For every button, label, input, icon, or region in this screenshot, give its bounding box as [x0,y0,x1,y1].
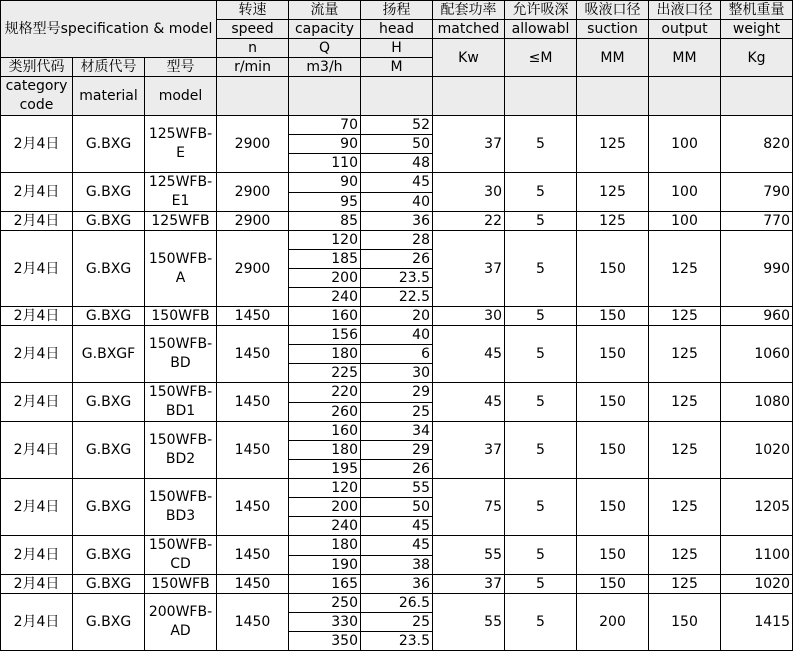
capacity-cn-header: 流量 [289,1,361,20]
head-cell: 28 [361,231,433,250]
weight-cell: 770 [721,212,793,231]
power-unit: Kw [433,39,505,77]
speed-unit-n: n [217,39,289,58]
power-cell: 37 [433,422,505,479]
suction-depth-cell: 5 [505,479,577,536]
head-cell: 26 [361,250,433,269]
capacity-cell: 70 [289,116,361,135]
head-cell: 50 [361,135,433,154]
material-cell: G.BXG [73,575,145,594]
material-cell: G.BXGF [73,326,145,383]
weight-cell: 1020 [721,575,793,594]
head-en-header: head [361,20,433,39]
table-row [1,575,793,594]
speed-cell: 2900 [217,173,289,212]
head-cell: 23.5 [361,269,433,288]
suction-depth-cell: 5 [505,212,577,231]
table-row [1,594,793,613]
head-cell: 26.5 [361,594,433,613]
head-cell: 55 [361,479,433,498]
head-cell: 26 [361,460,433,479]
header-blank-cell [649,77,721,116]
model-cell: 150WFB [145,307,217,326]
head-cell: 45 [361,173,433,193]
output-cell: 100 [649,116,721,173]
speed-cell: 1450 [217,422,289,479]
header-blank-cell [721,77,793,116]
material-cell: G.BXG [73,307,145,326]
material-cell: G.BXG [73,422,145,479]
material-cell: G.BXG [73,383,145,422]
table-row [1,231,793,250]
weight-cn-header: 整机重量 [721,1,793,20]
header-blank-cell [361,77,433,116]
speed-cell: 1450 [217,326,289,383]
model-cell: 200WFB-AD [145,594,217,651]
capacity-cell: 165 [289,575,361,594]
suction-depth-cell: 5 [505,575,577,594]
output-cell: 125 [649,479,721,536]
output-cell: 100 [649,212,721,231]
power-cell: 37 [433,116,505,173]
category-cell: 2月4日 [1,173,73,212]
capacity-cell: 110 [289,154,361,173]
allowable-unit: ≤M [505,39,577,77]
category-cell: 2月4日 [1,307,73,326]
allowable-cn-header: 允许吸深 [505,1,577,20]
capacity-cell: 220 [289,383,361,403]
capacity-cell: 225 [289,364,361,383]
capacity-cell: 160 [289,307,361,326]
head-cell: 45 [361,517,433,536]
table-row [1,383,793,403]
suction-depth-cell: 5 [505,307,577,326]
material-cell: G.BXG [73,479,145,536]
category-cell: 2月4日 [1,536,73,575]
category-cell: 2月4日 [1,422,73,479]
output-cell: 125 [649,307,721,326]
suction-cell: 125 [577,116,649,173]
capacity-cell: 350 [289,632,361,651]
head-cell: 25 [361,613,433,632]
suction-cell: 150 [577,536,649,575]
capacity-cell: 160 [289,422,361,441]
suction-cell: 150 [577,231,649,307]
weight-cell: 1100 [721,536,793,575]
suction-cn-header: 吸液口径 [577,1,649,20]
model-cell: 150WFB-BD2 [145,422,217,479]
output-en-header: output [649,20,721,39]
power-cell: 37 [433,231,505,307]
suction-depth-cell: 5 [505,326,577,383]
model-cn-header: 型号 [145,58,217,77]
capacity-cell: 260 [289,402,361,422]
suction-depth-cell: 5 [505,231,577,307]
model-cell: 150WFB-BD [145,326,217,383]
power-en-header: matched [433,20,505,39]
category-cell: 2月4日 [1,383,73,422]
head-cell: 6 [361,345,433,364]
category-cell: 2月4日 [1,594,73,651]
speed-cell: 2900 [217,116,289,173]
capacity-cell: 85 [289,212,361,231]
suction-cell: 150 [577,307,649,326]
weight-cell: 1205 [721,479,793,536]
head-cell: 52 [361,116,433,135]
weight-cell: 790 [721,173,793,212]
material-cell: G.BXG [73,173,145,212]
capacity-unit2: m3/h [289,58,361,77]
model-cell: 125WFB [145,212,217,231]
capacity-cell: 185 [289,250,361,269]
suction-depth-cell: 5 [505,594,577,651]
weight-cell: 960 [721,307,793,326]
speed-cell: 1450 [217,536,289,575]
capacity-cell: 95 [289,192,361,212]
category-cell: 2月4日 [1,326,73,383]
model-cell: 150WFB-BD1 [145,383,217,422]
table-row [1,116,793,135]
output-cell: 125 [649,422,721,479]
output-cn-header: 出液口径 [649,1,721,20]
suction-depth-cell: 5 [505,536,577,575]
model-cell: 125WFB-E [145,116,217,173]
category-cell: 2月4日 [1,231,73,307]
power-cn-header: 配套功率 [433,1,505,20]
speed-cell: 1450 [217,307,289,326]
capacity-cell: 180 [289,345,361,364]
table-row [1,422,793,441]
head-cell: 36 [361,212,433,231]
material-cell: G.BXG [73,231,145,307]
suction-cell: 150 [577,422,649,479]
power-cell: 45 [433,326,505,383]
weight-cell: 1060 [721,326,793,383]
material-en-header: material [73,77,145,116]
table-row [1,212,793,231]
speed-cn-header: 转速 [217,1,289,20]
weight-en-header: weight [721,20,793,39]
head-cn-header: 扬程 [361,1,433,20]
suction-cell: 150 [577,326,649,383]
weight-unit: Kg [721,39,793,77]
suction-depth-cell: 5 [505,422,577,479]
power-cell: 30 [433,307,505,326]
material-cell: G.BXG [73,536,145,575]
suction-cell: 150 [577,575,649,594]
capacity-unit-q: Q [289,39,361,58]
header-blank-cell [505,77,577,116]
head-cell: 22.5 [361,288,433,307]
weight-cell: 1415 [721,594,793,651]
output-cell: 100 [649,173,721,212]
capacity-cell: 200 [289,498,361,517]
suction-unit: MM [577,39,649,77]
allowable-en-header: allowabl [505,20,577,39]
head-cell: 30 [361,364,433,383]
head-cell: 29 [361,383,433,403]
capacity-cell: 156 [289,326,361,345]
weight-cell: 820 [721,116,793,173]
power-cell: 22 [433,212,505,231]
head-cell: 20 [361,307,433,326]
weight-cell: 1020 [721,422,793,479]
power-cell: 55 [433,594,505,651]
category-cell: 2月4日 [1,479,73,536]
head-cell: 40 [361,326,433,345]
output-unit: MM [649,39,721,77]
capacity-cell: 90 [289,173,361,193]
capacity-cell: 240 [289,288,361,307]
model-en-header: model [145,77,217,116]
suction-cell: 125 [577,212,649,231]
speed-cell: 2900 [217,231,289,307]
output-cell: 150 [649,594,721,651]
suction-en-header: suction [577,20,649,39]
capacity-cell: 200 [289,269,361,288]
capacity-cell: 120 [289,479,361,498]
output-cell: 125 [649,383,721,422]
suction-cell: 150 [577,383,649,422]
capacity-cell: 330 [289,613,361,632]
capacity-cell: 190 [289,555,361,575]
capacity-cell: 120 [289,231,361,250]
head-cell: 25 [361,402,433,422]
table-row [1,479,793,498]
table-row [1,307,793,326]
material-cn-header: 材质代号 [73,58,145,77]
model-cell: 150WFB [145,575,217,594]
head-cell: 23.5 [361,632,433,651]
head-cell: 38 [361,555,433,575]
model-cell: 125WFB-E1 [145,173,217,212]
material-cell: G.BXG [73,594,145,651]
weight-cell: 990 [721,231,793,307]
table-row [1,326,793,345]
suction-cell: 200 [577,594,649,651]
head-cell: 36 [361,575,433,594]
speed-en-header: speed [217,20,289,39]
material-cell: G.BXG [73,116,145,173]
output-cell: 125 [649,231,721,307]
speed-cell: 1450 [217,479,289,536]
output-cell: 125 [649,536,721,575]
capacity-cell: 180 [289,536,361,556]
output-cell: 125 [649,575,721,594]
power-cell: 75 [433,479,505,536]
head-cell: 29 [361,441,433,460]
header-blank-cell [289,77,361,116]
capacity-en-header: capacity [289,20,361,39]
speed-cell: 2900 [217,212,289,231]
speed-cell: 1450 [217,594,289,651]
head-unit2: M [361,58,433,77]
category-cell: 2月4日 [1,575,73,594]
output-cell: 125 [649,326,721,383]
power-cell: 55 [433,536,505,575]
capacity-cell: 250 [289,594,361,613]
table-row [1,536,793,556]
header-blank-cell [217,77,289,116]
suction-depth-cell: 5 [505,173,577,212]
speed-cell: 1450 [217,383,289,422]
head-cell: 48 [361,154,433,173]
suction-cell: 150 [577,479,649,536]
category-cn-header: 类别代码 [1,58,73,77]
spec-title-header: 规格型号specification & model [1,1,217,58]
model-cell: 150WFB-CD [145,536,217,575]
material-cell: G.BXG [73,212,145,231]
table-row [1,173,793,193]
category-en-header: category code [1,77,73,116]
head-cell: 45 [361,536,433,556]
weight-cell: 1080 [721,383,793,422]
head-cell: 50 [361,498,433,517]
head-cell: 34 [361,422,433,441]
power-cell: 45 [433,383,505,422]
suction-depth-cell: 5 [505,116,577,173]
header-blank-cell [433,77,505,116]
model-cell: 150WFB-A [145,231,217,307]
capacity-cell: 90 [289,135,361,154]
head-cell: 40 [361,192,433,212]
category-cell: 2月4日 [1,116,73,173]
power-cell: 37 [433,575,505,594]
speed-unit2: r/min [217,58,289,77]
header-blank-cell [577,77,649,116]
speed-cell: 1450 [217,575,289,594]
model-cell: 150WFB-BD3 [145,479,217,536]
head-unit-h: H [361,39,433,58]
capacity-cell: 240 [289,517,361,536]
capacity-cell: 195 [289,460,361,479]
suction-cell: 125 [577,173,649,212]
suction-depth-cell: 5 [505,383,577,422]
power-cell: 30 [433,173,505,212]
capacity-cell: 180 [289,441,361,460]
category-cell: 2月4日 [1,212,73,231]
